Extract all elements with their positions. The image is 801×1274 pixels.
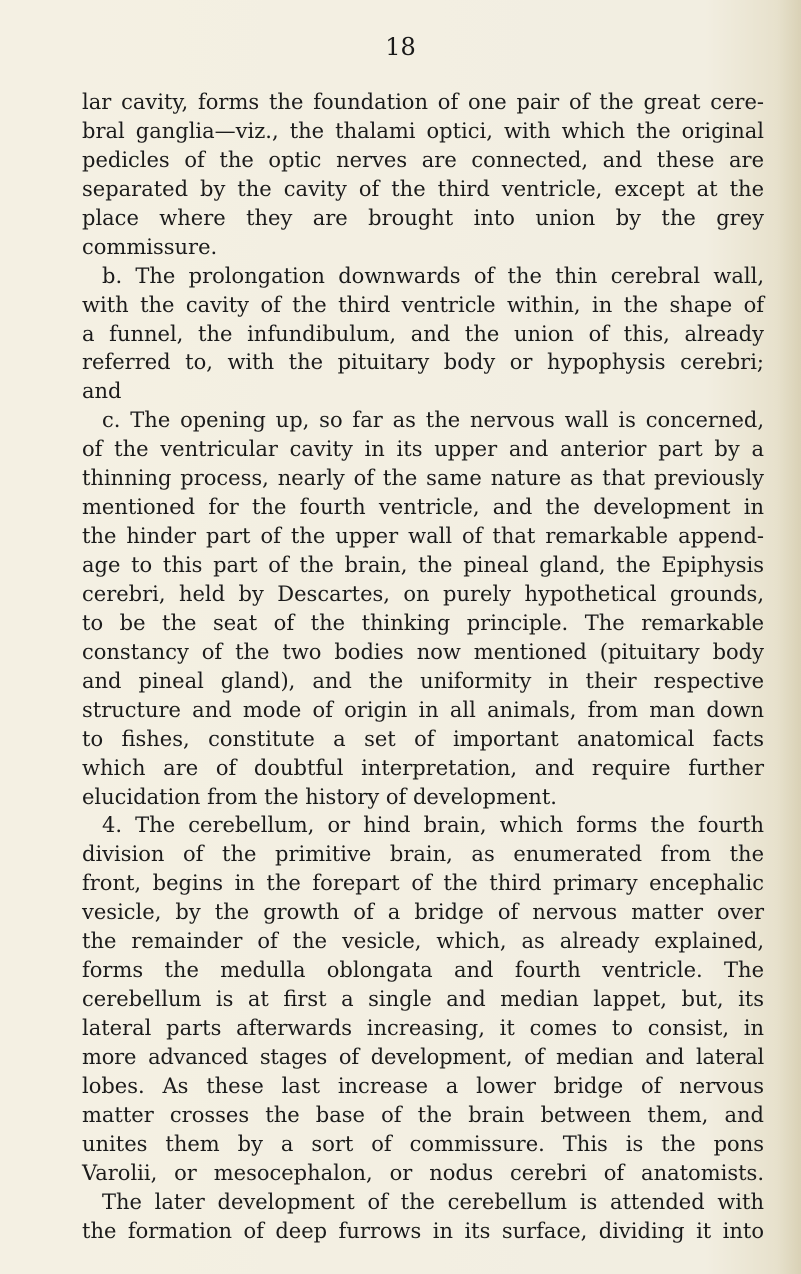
text-line: lateral parts afterwards increasing, it comes to consist, in	[82, 1016, 764, 1040]
text-line: and pineal gland), and the uniformity in their respective	[82, 668, 764, 693]
text-line: of the ventricular cavity in its upper and anterior part by a	[82, 437, 764, 462]
text-line: cerebri, held by Descartes, on purely hypothetical grounds,	[82, 581, 764, 606]
text-line: commissure.	[82, 234, 218, 259]
text-line: separated by the cavity of the third ventricle, except at the	[82, 176, 764, 201]
text-line: vesicle, by the growth of a bridge of nervous matter over	[82, 900, 764, 925]
text-line: lobes. As these last increase a lower bridge of nervous	[82, 1073, 764, 1098]
text-line: thinning process, nearly of the same nature as that previously	[82, 466, 764, 491]
text-line: and	[82, 379, 122, 404]
text-line: a funnel, the infundibulum, and the union of this, already	[82, 321, 764, 346]
page-number: 18	[385, 33, 416, 61]
text-line: which are of doubtful interpretation, and require further	[82, 755, 764, 780]
text-line: with the cavity of the third ventricle within, in the shape of	[82, 292, 764, 317]
text-line: lar cavity, forms the foundation of one pair of the great cere-	[82, 90, 764, 114]
text-line: age to this part of the brain, the pineal gland, the Epiphysis	[82, 553, 764, 577]
text-line: division of the primitive brain, as enumerated from the	[82, 842, 764, 867]
text-line: The later development of the cerebellum is attended with	[102, 1189, 764, 1214]
text-line: unites them by a sort of commissure. This is the pons	[82, 1131, 764, 1156]
text-line: elucidation from the history of development.	[82, 784, 557, 809]
text-line: the hinder part of the upper wall of that remarkable append-	[82, 524, 764, 549]
text-line: front, begins in the forepart of the third primary encephalic	[82, 871, 764, 896]
text-line: c. The opening up, so far as the nervous wall is concerned,	[102, 408, 764, 433]
text-line: more advanced stages of development, of median and lateral	[82, 1044, 764, 1069]
text-line: constancy of the two bodies now mentioned (pituitary body	[82, 639, 764, 664]
text-line: mentioned for the fourth ventricle, and the development in	[82, 495, 764, 520]
text-line: the formation of deep furrows in its surface, dividing it into	[82, 1218, 764, 1243]
text-line: matter crosses the base of the brain between them, and	[82, 1102, 764, 1127]
text-line: structure and mode of origin in all animals, from man down	[82, 697, 764, 722]
text-line: the remainder of the vesicle, which, as already explained,	[82, 929, 764, 954]
text-line: pedicles of the optic nerves are connected, and these are	[82, 147, 764, 172]
text-line: b. The prolongation downwards of the thin cerebral wall,	[102, 263, 764, 288]
text-line: Varolii, or mesocephalon, or nodus cerebri of anatomists.	[82, 1160, 764, 1185]
text-line: forms the medulla oblongata and fourth ventricle. The	[82, 958, 764, 983]
text-line: to fishes, constitute a set of important anatomical facts	[82, 726, 764, 751]
text-line: referred to, with the pituitary body or hypophysis cerebri;	[82, 350, 764, 375]
text-line: 4. The cerebellum, or hind brain, which forms the fourth	[102, 813, 764, 838]
text-line: to be the seat of the thinking principle. The remarkable	[82, 610, 764, 635]
text-line: cerebellum is at first a single and median lappet, but, its	[82, 987, 764, 1012]
text-line: bral ganglia—viz., the thalami optici, with which the original	[82, 118, 764, 143]
text-line: place where they are brought into union by the grey	[82, 205, 764, 230]
body-text	[82, 88, 764, 1246]
